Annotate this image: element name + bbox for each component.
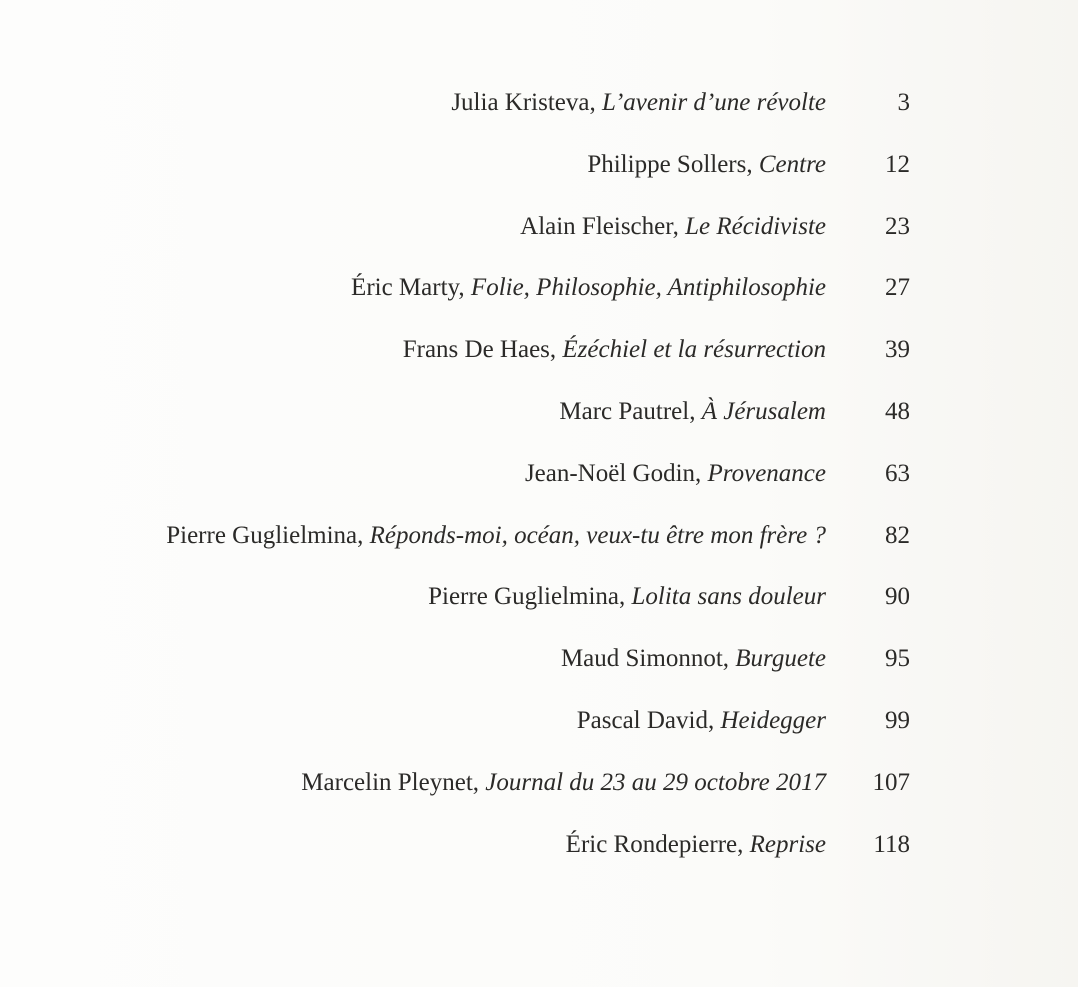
entry-text (166, 519, 826, 553)
entry-author: Philippe Sollers, (587, 150, 753, 178)
toc-entry (0, 194, 1078, 256)
toc-entry (0, 70, 1078, 132)
entry-text (559, 395, 826, 429)
entry-title: L’avenir d’une révolte (602, 89, 826, 116)
entry-title: Reprise (749, 830, 826, 858)
entry-page-number: 90 (885, 583, 910, 611)
entry-page-number: 27 (885, 274, 910, 302)
toc-entry (0, 564, 1078, 626)
entry-author: Pierre Guglielmina, (166, 521, 364, 549)
entry-page-number: 107 (872, 768, 910, 796)
entry-author: Pascal David, (576, 706, 715, 734)
entry-text (525, 457, 826, 491)
toc-entry (0, 379, 1078, 441)
entry-author: Marcelin Pleynet, (301, 768, 480, 796)
entry-page-number: 48 (885, 397, 910, 425)
entry-text (566, 828, 826, 862)
entry-page-number: 118 (873, 830, 910, 858)
entry-title: Journal du 23 au 29 octobre 2017 (485, 768, 826, 796)
entry-author: Marc Pautrel, (559, 397, 696, 425)
toc-entry (0, 255, 1078, 317)
entry-title: Heidegger (720, 706, 826, 734)
entry-page-number: 95 (885, 645, 910, 673)
entry-text (520, 210, 826, 244)
entry-title: Centre (758, 150, 826, 178)
toc-entry (0, 750, 1078, 812)
entry-text (351, 271, 826, 305)
entry-title: Le Récidiviste (685, 212, 826, 240)
entry-page-number: 39 (885, 336, 910, 364)
entry-author: Maud Simonnot, (560, 645, 730, 673)
entry-text (428, 580, 826, 614)
entry-text (561, 642, 826, 676)
entry-title: Folie, Philosophie, Antiphilosophie (470, 274, 826, 302)
toc-entry (0, 441, 1078, 503)
entry-page-number: 12 (885, 150, 910, 178)
entry-page-number: 99 (885, 706, 910, 734)
entry-author: Jean-Noël Godin, (524, 459, 702, 487)
entry-title: Provenance (707, 459, 826, 487)
toc-entry (0, 503, 1078, 565)
toc-entry (0, 626, 1078, 688)
entry-author: Frans De Haes, (402, 336, 557, 364)
toc-entry (0, 317, 1078, 379)
entry-text (451, 86, 826, 120)
entry-title: Réponds-moi, océan, veux-tu être mon frère ? (369, 521, 826, 549)
entry-text (577, 704, 826, 738)
table-of-contents (0, 70, 1078, 873)
toc-entry (0, 812, 1078, 874)
toc-entry (0, 688, 1078, 750)
entry-title: Ézéchiel et la résurrection (562, 336, 826, 364)
entry-text (587, 148, 826, 182)
entry-author: Éric Rondepierre, (565, 830, 744, 858)
entry-title: Burguete (735, 645, 826, 673)
entry-title: Lolita sans douleur (631, 583, 826, 611)
entry-author: Éric Marty, (351, 274, 465, 302)
entry-text (301, 766, 826, 800)
entry-author: Pierre Guglielmina, (428, 583, 626, 611)
entry-text (403, 333, 826, 367)
entry-page-number: 63 (885, 459, 910, 487)
entry-page-number: 3 (897, 89, 910, 116)
entry-author: Alain Fleischer, (520, 212, 679, 240)
toc-entry (0, 132, 1078, 194)
entry-title: À Jérusalem (701, 397, 826, 425)
entry-author: Julia Kristeva, (451, 89, 596, 116)
entry-page-number: 82 (885, 521, 910, 549)
entry-page-number: 23 (885, 212, 910, 240)
